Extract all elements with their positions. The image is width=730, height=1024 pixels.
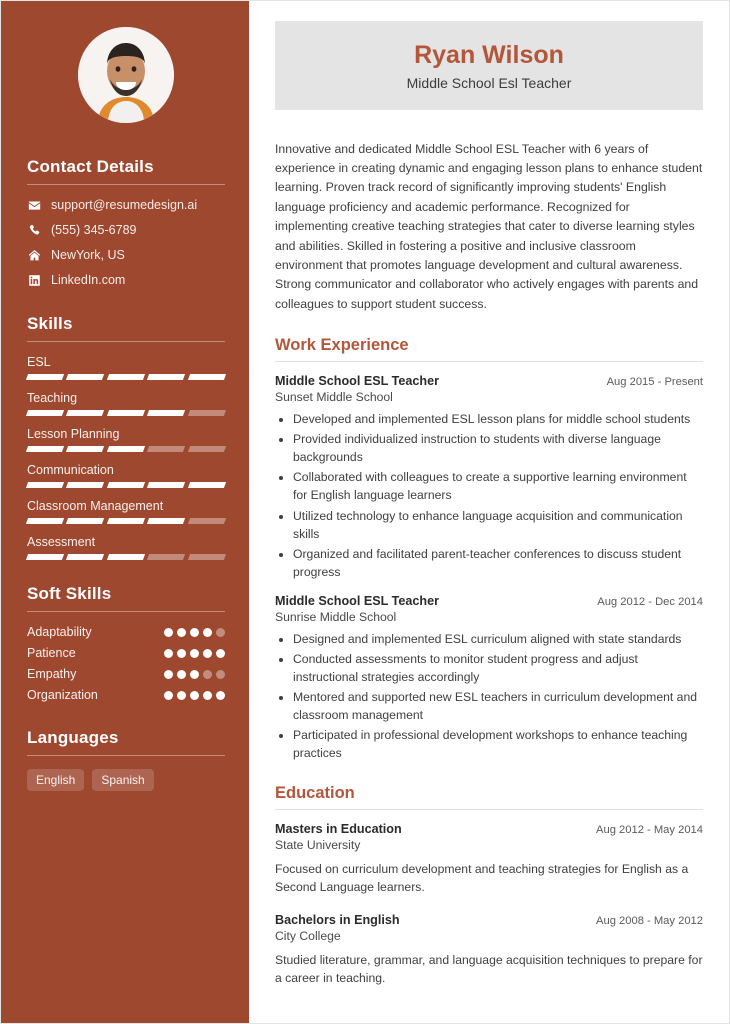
education-entry <box>275 822 703 897</box>
skills-divider <box>27 341 225 342</box>
skill-bar <box>27 410 225 416</box>
rating-dot <box>216 649 225 658</box>
rating-dot <box>190 628 199 637</box>
skill-segment <box>107 410 146 416</box>
avatar <box>78 27 174 123</box>
work-role: Middle School ESL Teacher <box>275 374 439 389</box>
education-organization: City College <box>275 928 341 943</box>
soft-skill-item <box>27 688 225 702</box>
skill-bar <box>27 554 225 560</box>
professional-summary: Innovative and dedicated Middle School ESL Teacher with 6 years of experience in creating dynamic and engaging lesson plans to enhance student learning. Proven track record of significantly improving students' English language proficiency and academic performance. Recognized for implementing creative teaching strategies that cater to diverse learning styles and abilities. Skilled in fostering a positive and inclusive classroom environment that promotes language development and cultural awareness. Strong communicator and collaborator who actively engages with parents and colleagues to support student success. <box>275 141 703 311</box>
linkedin-icon <box>27 274 41 288</box>
language-tag: English <box>27 769 84 791</box>
rating-dot <box>190 670 199 679</box>
skill-item <box>27 463 225 488</box>
bullet-item: • Designed and implemented ESL curriculum aligned with state standards <box>293 630 703 648</box>
work-bullets <box>293 410 703 580</box>
skill-bar <box>27 518 225 524</box>
contact-details-heading: Contact Details <box>27 157 154 176</box>
skill-segment <box>26 554 65 560</box>
sidebar <box>1 1 249 1023</box>
languages-section <box>27 728 225 791</box>
contact-item-location[interactable] <box>27 248 225 263</box>
contact-value-linkedin: LinkedIn.com <box>51 273 126 287</box>
education-entry-header <box>275 913 703 927</box>
skill-segment <box>147 446 186 452</box>
education-degree: Masters in Education <box>275 822 402 837</box>
bullet-item: • Developed and implemented ESL lesson plans for middle school students <box>293 410 703 428</box>
skill-label: Teaching <box>27 391 78 405</box>
rating-dot <box>177 670 186 679</box>
skill-segment <box>107 446 146 452</box>
soft-skill-item <box>27 625 225 639</box>
work-role: Middle School ESL Teacher <box>275 593 439 608</box>
rating-dot <box>216 691 225 700</box>
skill-item <box>27 355 225 380</box>
work-entry-header <box>275 594 703 608</box>
skill-segment <box>66 482 105 488</box>
skill-segment <box>107 518 146 524</box>
soft-skills-section <box>27 584 225 702</box>
skill-segment <box>26 482 65 488</box>
skills-section <box>27 314 225 560</box>
contact-list <box>27 198 225 288</box>
rating-dot <box>164 628 173 637</box>
skill-segment <box>66 446 105 452</box>
rating-dot <box>177 628 186 637</box>
language-tag: Spanish <box>92 769 153 791</box>
skill-segment <box>147 554 186 560</box>
rating-dot <box>164 649 173 658</box>
skill-segment <box>66 554 105 560</box>
skill-label: Communication <box>27 463 114 477</box>
language-tag-list <box>27 769 225 791</box>
contact-item-linkedin[interactable] <box>27 273 225 288</box>
contact-value-email: support@resumedesign.ai <box>51 198 198 212</box>
work-entry <box>275 594 703 762</box>
skill-segment <box>188 482 227 488</box>
skill-label: ESL <box>27 355 51 369</box>
rating-dot <box>203 628 212 637</box>
skill-segment <box>147 518 186 524</box>
skill-segment <box>188 446 227 452</box>
bullet-item: • Organized and facilitated parent-teacher conferences to discuss student progress <box>293 545 703 581</box>
rating-dot <box>216 628 225 637</box>
skill-bar <box>27 374 225 380</box>
education-section <box>275 784 703 987</box>
home-icon <box>27 249 41 263</box>
work-bullets <box>293 630 703 762</box>
contact-item-email[interactable] <box>27 198 225 213</box>
soft-skills-heading: Soft Skills <box>27 584 112 603</box>
skill-bar <box>27 482 225 488</box>
education-entry-header <box>275 822 703 836</box>
main-content <box>249 1 729 1023</box>
skill-bar <box>27 446 225 452</box>
education-degree: Bachelors in English <box>275 912 400 927</box>
soft-skill-rating <box>164 628 225 637</box>
rating-dot <box>190 691 199 700</box>
rating-dot <box>190 649 199 658</box>
name-card <box>275 21 703 110</box>
languages-divider <box>27 755 225 756</box>
skill-segment <box>107 554 146 560</box>
skill-segment <box>147 482 186 488</box>
skill-item <box>27 499 225 524</box>
profile-photo-icon <box>78 27 174 123</box>
contact-value-location: NewYork, US <box>51 248 125 262</box>
bullet-item: • Collaborated with colleagues to create a supportive learning environment for English language learners <box>293 468 703 504</box>
languages-heading: Languages <box>27 728 119 747</box>
skill-segment <box>188 410 227 416</box>
soft-skill-label: Adaptability <box>27 625 92 639</box>
work-date: Aug 2012 - Dec 2014 <box>597 595 703 608</box>
rating-dot <box>203 649 212 658</box>
rating-dot <box>177 691 186 700</box>
bullet-item: • Conducted assessments to monitor student progress and adjust instructional strategies accordingly <box>293 650 703 686</box>
rating-dot <box>203 691 212 700</box>
skill-item <box>27 535 225 560</box>
education-date: Aug 2012 - May 2014 <box>596 824 703 837</box>
contact-item-phone[interactable] <box>27 223 225 238</box>
rating-dot <box>164 691 173 700</box>
skill-segment <box>66 518 105 524</box>
soft-skill-rating <box>164 670 225 679</box>
skill-segment <box>107 374 146 380</box>
skill-segment <box>66 374 105 380</box>
skill-label: Assessment <box>27 535 96 549</box>
soft-skill-rating <box>164 649 225 658</box>
soft-skills-divider <box>27 611 225 612</box>
contact-value-phone: (555) 345-6789 <box>51 223 137 237</box>
skill-segment <box>188 554 227 560</box>
bullet-item: • Provided individualized instruction to students with diverse language backgrounds <box>293 430 703 466</box>
soft-skill-label: Empathy <box>27 667 77 681</box>
bullet-item: • Utilized technology to enhance language acquisition and communication skills <box>293 507 703 543</box>
rating-dot <box>203 670 212 679</box>
skill-segment <box>188 518 227 524</box>
skill-item <box>27 391 225 416</box>
skill-segment <box>26 518 65 524</box>
soft-skill-label: Patience <box>27 646 76 660</box>
skill-segment <box>26 410 65 416</box>
skill-label: Classroom Management <box>27 499 164 513</box>
skill-segment <box>26 446 65 452</box>
education-divider <box>275 809 703 810</box>
soft-skill-label: Organization <box>27 688 98 702</box>
envelope-icon <box>27 199 41 213</box>
work-organization: Sunset Middle School <box>275 390 393 405</box>
education-description: Studied literature, grammar, and language acquisition techniques to prepare for a career in teaching. <box>275 952 703 985</box>
skill-item <box>27 427 225 452</box>
phone-icon <box>27 224 41 238</box>
rating-dot <box>177 649 186 658</box>
bullet-item: • Mentored and supported new ESL teachers in curriculum development and classroom management <box>293 688 703 724</box>
soft-skill-item <box>27 667 225 681</box>
contact-divider <box>27 184 225 185</box>
job-title: Middle School Esl Teacher <box>406 74 572 91</box>
work-experience-divider <box>275 361 703 362</box>
education-entry <box>275 913 703 988</box>
bullet-item: • Participated in professional development workshops to enhance teaching practices <box>293 726 703 762</box>
work-date: Aug 2015 - Present <box>606 376 703 389</box>
soft-skill-rating <box>164 691 225 700</box>
full-name: Ryan Wilson <box>414 41 564 69</box>
skill-segment <box>107 482 146 488</box>
avatar-container <box>27 27 225 123</box>
work-experience-heading: Work Experience <box>275 336 409 355</box>
education-date: Aug 2008 - May 2012 <box>596 914 703 927</box>
skill-segment <box>147 410 186 416</box>
work-experience-section <box>275 336 703 762</box>
skills-heading: Skills <box>27 314 73 333</box>
education-description: Focused on curriculum development and teaching strategies for English as a Second Language learners. <box>275 862 689 895</box>
skill-segment <box>188 374 227 380</box>
work-organization: Sunrise Middle School <box>275 609 397 624</box>
skill-segment <box>147 374 186 380</box>
work-entry <box>275 374 703 580</box>
skill-segment <box>26 374 65 380</box>
soft-skill-item <box>27 646 225 660</box>
skill-segment <box>66 410 105 416</box>
education-heading: Education <box>275 784 355 803</box>
work-entry-header <box>275 374 703 388</box>
rating-dot <box>164 670 173 679</box>
rating-dot <box>216 670 225 679</box>
skill-label: Lesson Planning <box>27 427 120 441</box>
education-organization: State University <box>275 838 361 853</box>
